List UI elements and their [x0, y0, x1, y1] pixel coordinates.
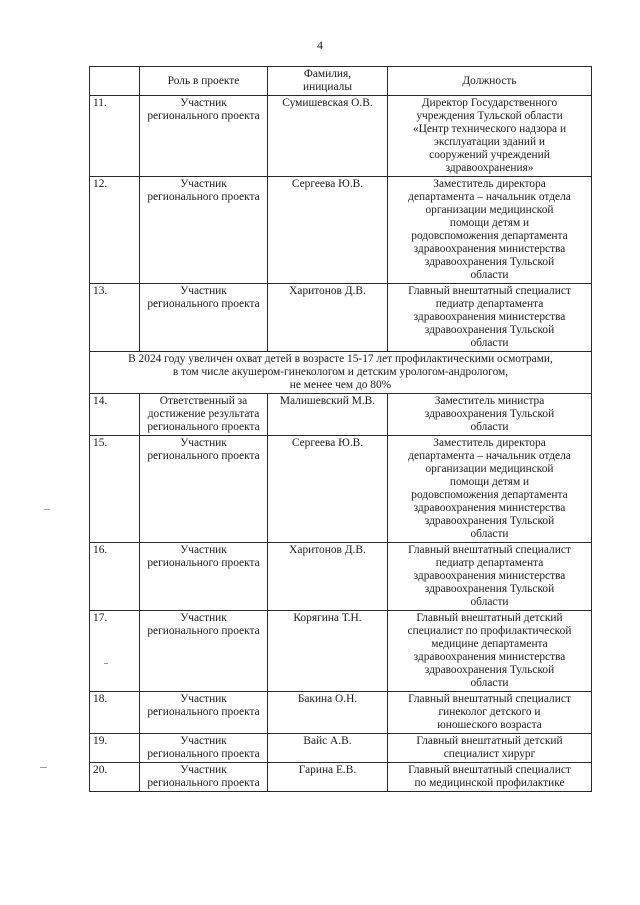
cell-line: Участник [180, 612, 227, 624]
cell-line: медицине департамента [431, 638, 548, 650]
cell-line: департамента – начальник отдела [408, 450, 571, 462]
header-role: Роль в проекте [140, 67, 268, 96]
table-row [90, 763, 592, 792]
row-name: Вайс А.В. [268, 734, 388, 763]
section-line: в том числе акушером-гинекологом и детским урологом-андрологом, [172, 366, 509, 378]
cell-line: области [470, 528, 509, 540]
table-row [90, 734, 592, 763]
row-role [140, 394, 268, 436]
row-role [140, 692, 268, 734]
cell-line: специалист хирург [443, 748, 536, 760]
table-row [90, 177, 592, 284]
row-name: Харитонов Д.В. [268, 284, 388, 352]
table-row [90, 284, 592, 352]
cell-line: здравоохранения Тульской [424, 583, 555, 595]
row-name: Сергеева Ю.В. [268, 177, 388, 284]
header-number [90, 67, 140, 96]
row-role [140, 543, 268, 611]
table-body-group1 [90, 96, 592, 352]
row-position [388, 763, 592, 792]
cell-line: помощи детям и [449, 217, 530, 229]
row-role [140, 611, 268, 692]
cell-line: Участник [180, 285, 227, 297]
row-number: 13. [90, 284, 140, 352]
table-row [90, 692, 592, 734]
row-number: 18. [90, 692, 140, 734]
cell-line: юношеского возраста [437, 719, 542, 731]
cell-line: Главный внештатный специалист [408, 693, 571, 705]
cell-line: Главный внештатный специалист [408, 764, 571, 776]
row-role [140, 436, 268, 543]
cell-line: специалист по профилактической [407, 625, 572, 637]
cell-line: педиатр департамента [435, 298, 544, 310]
table-row [90, 96, 592, 177]
cell-line: области [470, 677, 509, 689]
table-header-row [90, 67, 592, 96]
cell-line: Участник [180, 437, 227, 449]
cell-line: Заместитель директора [433, 437, 546, 449]
row-position [388, 394, 592, 436]
cell-line: Ответственный за [159, 395, 248, 407]
cell-line: родовспоможения департамента [411, 230, 568, 242]
cell-line: здравоохранения министерства [413, 243, 566, 255]
cell-line: Заместитель директора [433, 178, 546, 190]
table-row [90, 436, 592, 543]
cell-line: здравоохранения Тульской [424, 256, 555, 268]
table-row [90, 394, 592, 436]
cell-line: Директор Государственного [421, 97, 558, 109]
header-name-line: Фамилия, [303, 68, 352, 80]
table-row [90, 543, 592, 611]
cell-line: Заместитель министра [434, 395, 545, 407]
table-body-group2 [90, 394, 592, 792]
cell-line: департамента – начальник отдела [408, 191, 571, 203]
row-role [140, 763, 268, 792]
scan-mark [44, 509, 50, 510]
row-position [388, 96, 592, 177]
cell-line: регионального проекта [147, 706, 260, 718]
row-position [388, 284, 592, 352]
row-position [388, 611, 592, 692]
cell-line: регионального проекта [147, 191, 260, 203]
page-number: 4 [317, 38, 323, 52]
cell-line: здравоохранения министерства [413, 570, 566, 582]
row-number: 11. [90, 96, 140, 177]
table-row [90, 611, 592, 692]
row-number: 16. [90, 543, 140, 611]
cell-line: регионального проекта [147, 298, 260, 310]
table-section [90, 352, 592, 394]
cell-line: учреждения Тульской области [416, 110, 563, 122]
cell-line: области [470, 596, 509, 608]
cell-line: Участник [180, 97, 227, 109]
row-name: Малишевский М.В. [268, 394, 388, 436]
cell-line: организации медицинской [425, 204, 554, 216]
cell-line: области [470, 269, 509, 281]
cell-line: по медицинской профилактике [414, 777, 565, 789]
row-name: Корягина Т.Н. [268, 611, 388, 692]
row-number: 15. [90, 436, 140, 543]
cell-line: здравоохранения министерства [413, 311, 566, 323]
cell-line: Главный внештатный детский [416, 735, 563, 747]
row-name: Бакина О.Н. [268, 692, 388, 734]
cell-line: регионального проекта [147, 450, 260, 462]
section-line: не менее чем до 80% [289, 379, 392, 391]
cell-line: области [470, 337, 509, 349]
cell-line: Главный внештатный специалист [408, 285, 571, 297]
cell-line: «Центр технического надзора и [412, 123, 567, 135]
cell-line: здравоохранения министерства [413, 502, 566, 514]
row-number: 20. [90, 763, 140, 792]
row-position [388, 436, 592, 543]
cell-line: регионального проекта [147, 625, 260, 637]
row-position [388, 177, 592, 284]
cell-line: регионального проекта [147, 777, 260, 789]
cell-line: здравоохранения Тульской [424, 324, 555, 336]
cell-line: здравоохранения» [445, 162, 534, 174]
row-number: 19. [90, 734, 140, 763]
row-number: 17. [90, 611, 140, 692]
row-position [388, 543, 592, 611]
cell-line: Участник [180, 764, 227, 776]
row-name: Сергеева Ю.В. [268, 436, 388, 543]
cell-line: регионального проекта [147, 557, 260, 569]
cell-line: сооружений учреждений [429, 149, 550, 161]
cell-line: регионального проекта [147, 421, 260, 433]
cell-line: здравоохранения Тульской [424, 664, 555, 676]
cell-line: Участник [180, 693, 227, 705]
cell-line: Участник [180, 735, 227, 747]
cell-line: родовспоможения департамента [411, 489, 568, 501]
cell-line: помощи детям и [449, 476, 530, 488]
row-role [140, 96, 268, 177]
cell-line: Участник [180, 178, 227, 190]
cell-line: гинеколог детского и [438, 706, 541, 718]
section-row [90, 352, 592, 394]
row-role [140, 734, 268, 763]
cell-line: регионального проекта [147, 748, 260, 760]
cell-line: достижение результата [147, 408, 260, 420]
row-number: 14. [90, 394, 140, 436]
cell-line: здравоохранения министерства [413, 651, 566, 663]
row-role [140, 284, 268, 352]
scan-mark [40, 767, 47, 768]
row-name: Харитонов Д.В. [268, 543, 388, 611]
cell-line: Главный внештатный специалист [408, 544, 571, 556]
cell-line: регионального проекта [147, 110, 260, 122]
header-name-line: инициалы [303, 81, 352, 93]
cell-line: Участник [180, 544, 227, 556]
cell-line: здравоохранения Тульской [424, 515, 555, 527]
section-heading [90, 352, 592, 394]
row-role [140, 177, 268, 284]
scan-mark [104, 663, 108, 664]
section-line: В 2024 году увеличен охват детей в возрасте 15-17 лет профилактическими осмотрами, [128, 353, 553, 365]
header-name [268, 67, 388, 96]
cell-line: Главный внештатный детский [416, 612, 563, 624]
participants-table [89, 66, 592, 792]
header-position: Должность [388, 67, 592, 96]
cell-line: педиатр департамента [435, 557, 544, 569]
row-number: 12. [90, 177, 140, 284]
cell-line: эксплуатации зданий и [434, 136, 545, 148]
cell-line: организации медицинской [425, 463, 554, 475]
row-position [388, 692, 592, 734]
cell-line: области [470, 421, 509, 433]
row-name: Гарина Е.В. [268, 763, 388, 792]
cell-line: здравоохранения Тульской [424, 408, 555, 420]
row-position [388, 734, 592, 763]
row-name: Сумишевская О.В. [268, 96, 388, 177]
